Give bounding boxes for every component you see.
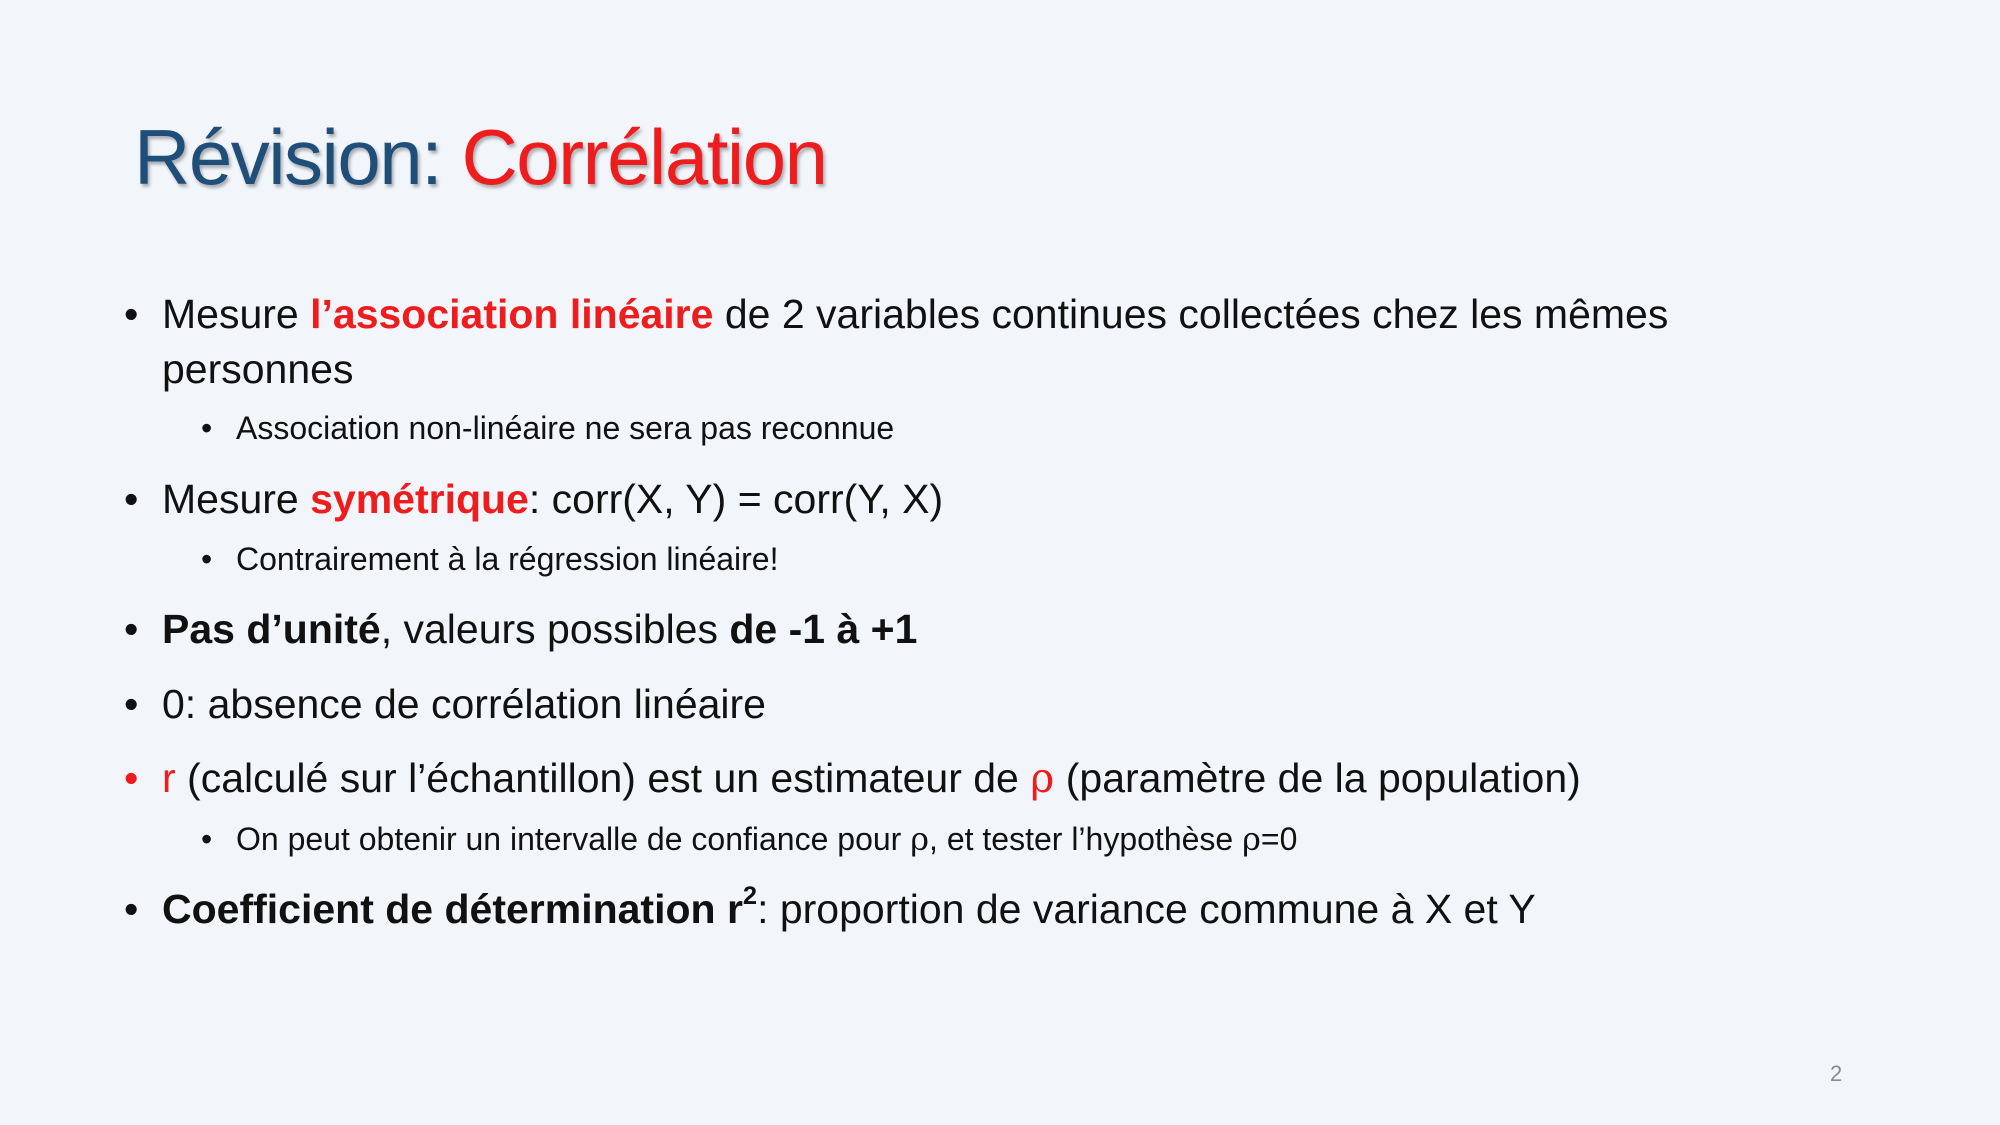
bullet-text: 0: absence de corrélation linéaire [162,681,766,727]
title-highlight: Corrélation [461,113,827,201]
bullet-text: , valeurs possibles [380,606,730,652]
sub-bullet-text: On peut obtenir un intervalle de confiance pour [236,821,911,857]
sub-bullet-marker: • [201,821,213,857]
sub-bullet-text: , et tester l’hypothèse [929,821,1243,857]
bullet-marker: • [124,476,139,522]
sub-bullet-text: =0 [1260,821,1298,857]
page-number: 2 [1830,1061,1843,1086]
bullet-estimator [124,751,1581,805]
superscript-two: 2 [742,881,758,910]
rho-symbol: ρ [1242,820,1261,858]
bullet-bold-text: Pas d’unité [162,606,381,652]
bullet-no-unit [124,602,918,656]
bullet-symmetric [124,472,944,526]
sub-bullet-marker: • [201,541,213,577]
rho-symbol: ρ [1030,754,1055,802]
bullet-marker: • [124,681,139,727]
bullet-text: de 2 variables continues collectées chez les mêmes [713,291,1669,337]
bullet-text: Mesure [162,291,311,337]
bullet-text: (calculé sur l’échantillon) est un estimateur de [175,755,1031,801]
bullet-text: personnes [162,346,354,392]
sub-bullet-text: Contrairement à la régression linéaire! [236,541,779,577]
rho-symbol: ρ [910,820,930,858]
bullet-text: : corr(X, Y) = corr(Y, X) [528,476,944,522]
sub-bullet-text: Association non-linéaire ne sera pas reconnue [236,410,895,446]
bullet-marker: • [124,291,139,337]
bullet-text: Mesure [162,476,311,522]
title-prefix: Révision: [134,113,462,201]
bullet-text: : proportion de variance commune à X et Y [757,886,1536,932]
bullet-marker-red: • [124,755,139,801]
bullet-bold-text: Coefficient de détermination r [162,886,743,932]
sub-bullet-regression [201,539,779,579]
slide-title [134,113,827,201]
bullet-association-line2 [162,342,353,396]
sub-bullet-marker: • [201,410,213,446]
bullet-bold-text: de -1 à +1 [729,606,918,652]
bullet-marker: • [124,886,139,932]
r-symbol: r [162,755,176,801]
bullet-text: (paramètre de la population) [1054,755,1581,801]
bullet-zero [124,677,766,731]
bullet-marker: • [124,606,139,652]
bullet-association-line1 [124,287,1669,341]
bullet-highlight: symétrique [310,476,529,522]
bullet-highlight: l’association linéaire [310,291,714,337]
sub-bullet-confidence [201,819,1298,859]
sub-bullet-nonlinear [201,408,895,448]
bullet-determination [124,881,1536,936]
